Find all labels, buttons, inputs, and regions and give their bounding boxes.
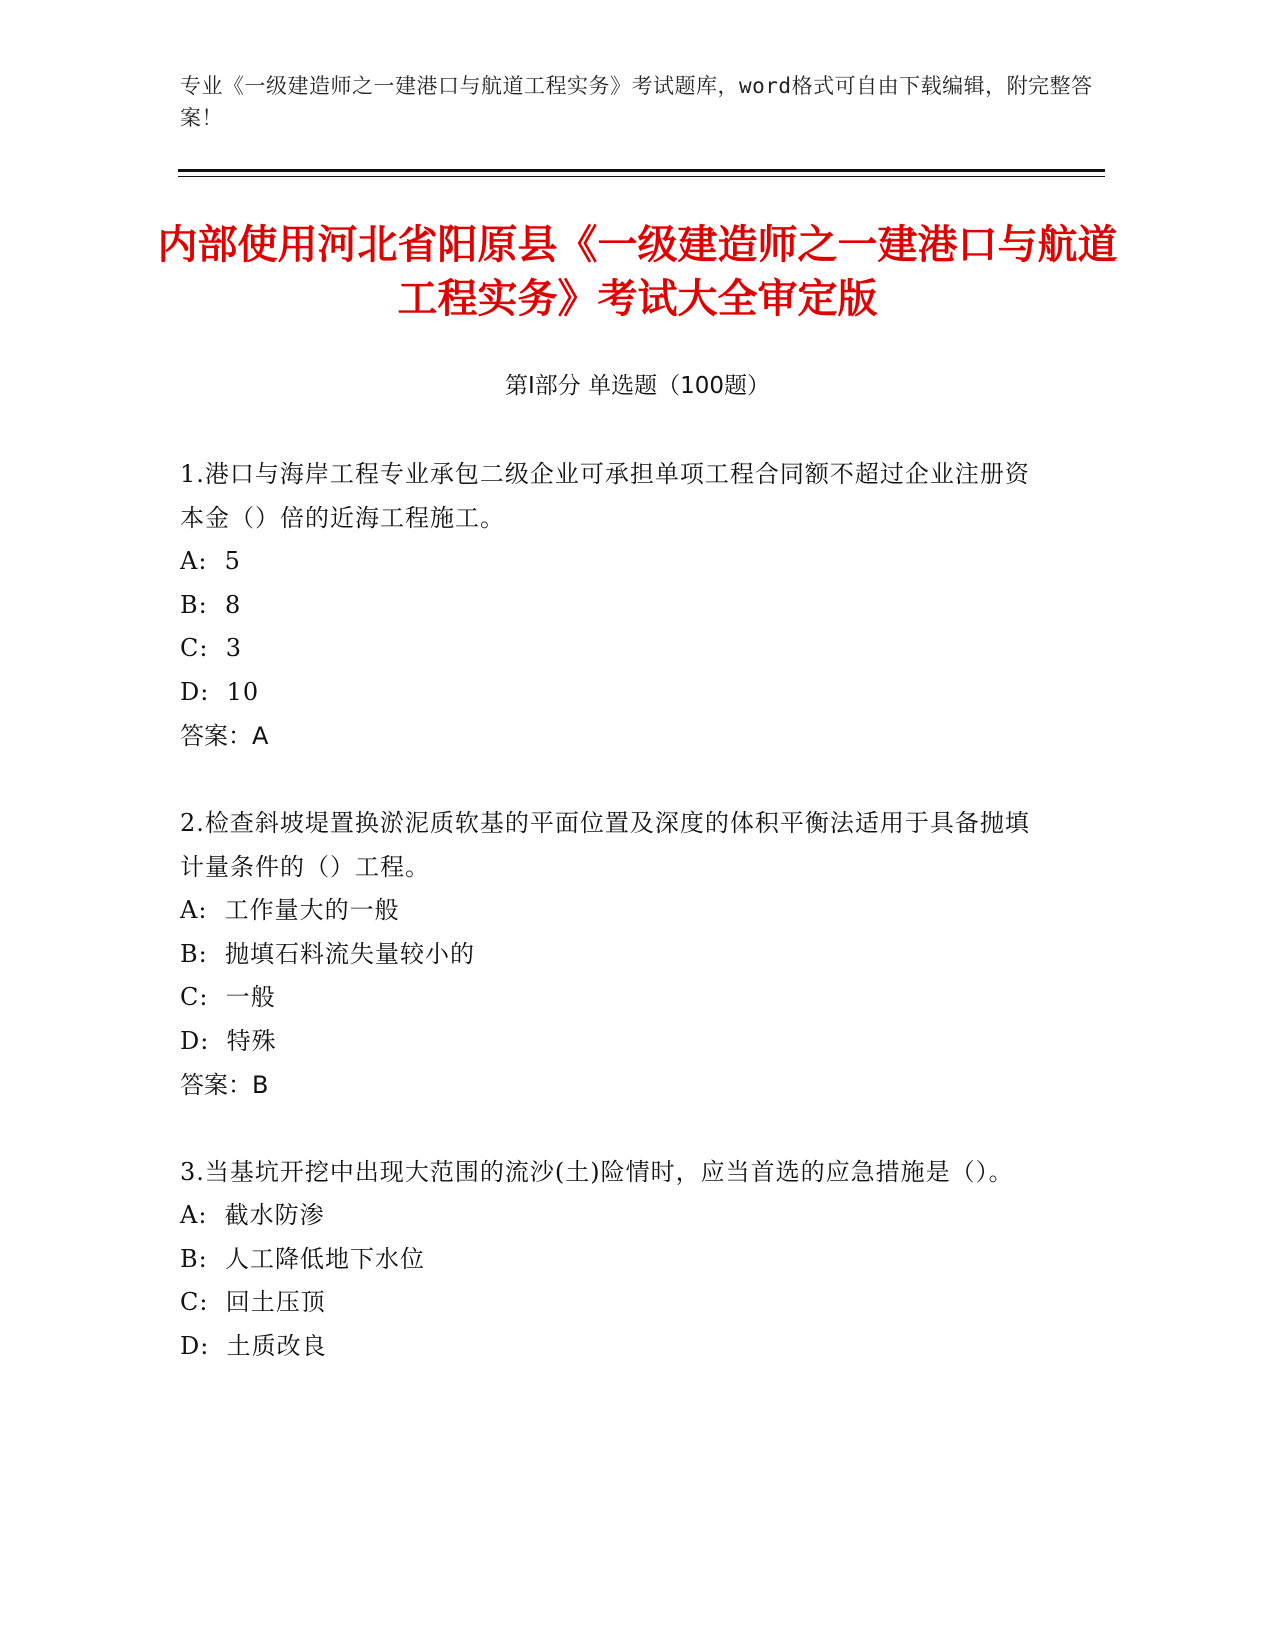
option-d: D: 特殊	[180, 1026, 277, 1055]
question-stem: 1.港口与海岸工程专业承包二级企业可承担单项工程合同额不超过企业注册资本金（）倍的近海工程施工。	[180, 460, 1030, 532]
option-c: C: 一般	[180, 983, 276, 1011]
answer-text: 答案：B	[180, 1071, 269, 1099]
option-d: D: 10	[180, 677, 260, 706]
document-title: 内部使用河北省阳原县《一级建造师之一建港口与航道工程实务》考试大全审定版	[157, 222, 1118, 322]
header-rule-thick	[178, 169, 1105, 172]
option-c: C: 3	[180, 634, 242, 662]
header-rule-thin	[178, 176, 1105, 177]
question-stem: 3.当基坑开挖中出现大范围的流沙(土)险情时，应当首选的应急措施是（）。	[180, 1158, 1014, 1186]
option-b: B: 人工降低地下水位	[180, 1244, 425, 1273]
answer-text: 答案：A	[180, 722, 269, 750]
option-a: A: 截水防渗	[180, 1201, 325, 1229]
question-stem: 2.检查斜坡堤置换淤泥质软基的平面位置及深度的体积平衡法适用于具备抛填计量条件的（）工程。	[180, 809, 1030, 881]
option-a: A: 工作量大的一般	[180, 896, 400, 924]
header-note: 专业《一级建造师之一建港口与航道工程实务》考试题库，word格式可自由下载编辑，附完整答案！	[180, 74, 1093, 130]
option-a: A: 5	[180, 547, 241, 575]
question-3	[180, 1150, 1040, 1368]
option-b: B: 抛填石料流失量较小的	[180, 939, 475, 968]
option-b: B: 8	[180, 590, 242, 619]
question-2	[180, 801, 1040, 1107]
section-title: 第Ⅰ部分 单选题（100题）	[505, 373, 770, 399]
question-list	[180, 452, 1040, 1411]
option-c: C: 回土压顶	[180, 1288, 326, 1316]
question-1	[180, 452, 1040, 758]
option-d: D: 土质改良	[180, 1331, 327, 1360]
